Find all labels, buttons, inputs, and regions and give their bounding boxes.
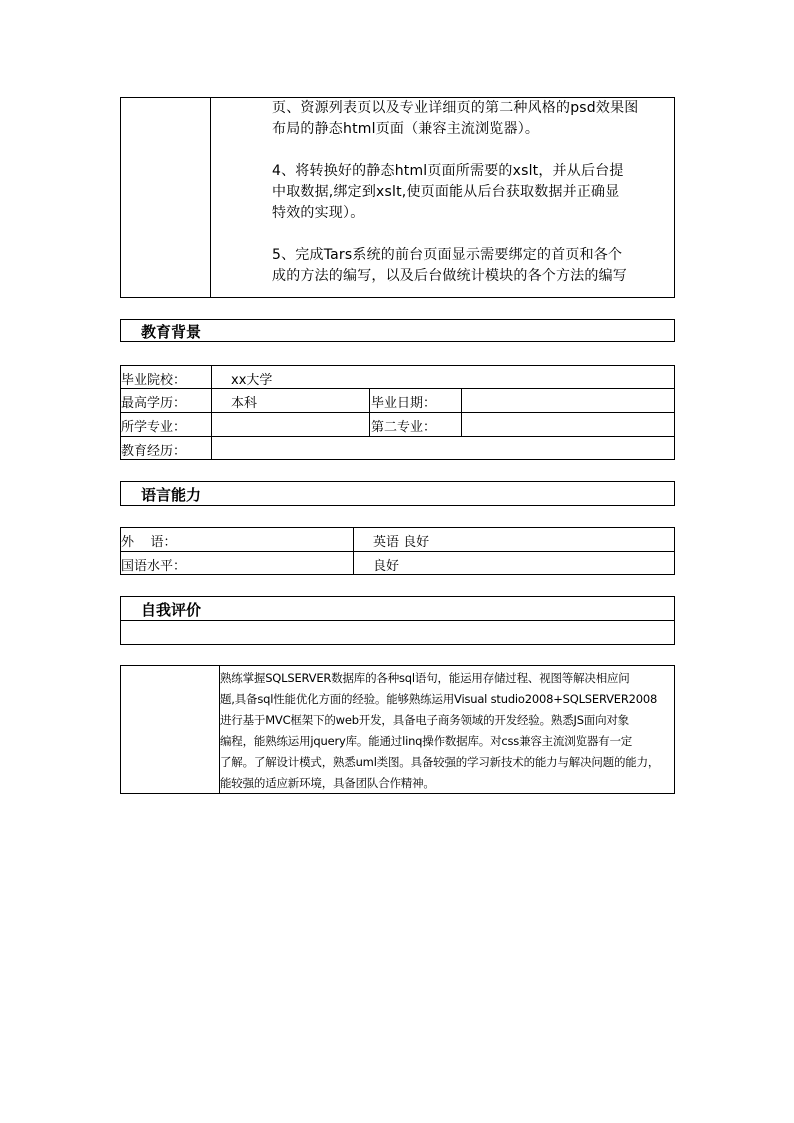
school-label: 毕业院校： [121, 373, 187, 388]
work-experience-content [272, 98, 674, 296]
work-line: 布局的静态html页面（兼容主流浏览器）。 [272, 121, 540, 137]
row-divider [120, 436, 675, 437]
major-label: 所学专业： [121, 420, 187, 435]
work-line: 成的方法的编写，以及后台做统计模块的各个方法的编写 [272, 268, 627, 284]
graduation-date-label: 毕业日期： [371, 396, 437, 411]
col-divider [211, 365, 212, 460]
row-divider [120, 412, 675, 413]
self-evaluation-line: 熟练掌握SQLSERVER数据库的各种sql语句，能运用存储过程、视图等解决相应问 [220, 671, 630, 685]
work-line: 4、将转换好的静态html页面所需要的xslt，并从后台提 [272, 163, 624, 179]
education-section-header [120, 319, 675, 342]
second-major-label: 第二专业： [371, 420, 437, 435]
col-divider [353, 527, 354, 575]
self-evaluation-line: 编程，能熟练运用jquery库。能通过linq操作数据库。对css兼容主流浏览器有一定 [220, 734, 633, 748]
col-divider [461, 388, 462, 436]
row-divider [120, 388, 675, 389]
row-divider [121, 620, 674, 621]
degree-value: 本科 [231, 396, 258, 411]
mandarin-level-label: 国语水平： [121, 559, 187, 574]
col-divider [369, 388, 370, 436]
work-line: 页、资源列表页以及专业详细页的第二种风格的psd效果图 [272, 100, 639, 116]
self-evaluation-section-header [120, 596, 675, 645]
row-divider [120, 551, 675, 552]
education-experience-label: 教育经历： [121, 444, 187, 459]
school-value: xx大学 [231, 373, 273, 388]
self-evaluation-line: 了解。了解设计模式，熟悉uml类图。具备较强的学习新技术的能力与解决问题的能力， [220, 755, 660, 769]
foreign-language-label: 外 语： [121, 535, 177, 550]
work-line: 特效的实现）。 [272, 205, 365, 221]
mandarin-level-value: 良好 [373, 559, 400, 574]
self-evaluation-content [220, 668, 674, 792]
work-experience-label-cell [120, 97, 211, 298]
work-line: 5、完成Tars系统的前台页面显示需要绑定的首页和各个 [272, 247, 623, 263]
self-evaluation-line: 题,具备sql性能优化方面的经验。能够熟练运用Visual studio2008+SQLSERVER2008 [220, 692, 658, 706]
foreign-language-value: 英语 良好 [373, 535, 430, 550]
self-evaluation-line: 进行基于MVC框架下的web开发，具备电子商务领域的开发经验。熟悉JS面向对象 [220, 713, 629, 727]
language-section-header [120, 481, 675, 506]
section-title: 自我评价 [141, 601, 202, 619]
work-line: 中取数据,绑定到xslt,使页面能从后台获取数据并正确显 [272, 184, 620, 200]
section-title: 教育背景 [141, 323, 202, 341]
section-title: 语言能力 [141, 486, 202, 504]
self-evaluation-line: 能较强的适应新环境，具备团队合作精神。 [220, 776, 435, 790]
degree-label: 最高学历： [121, 396, 187, 411]
